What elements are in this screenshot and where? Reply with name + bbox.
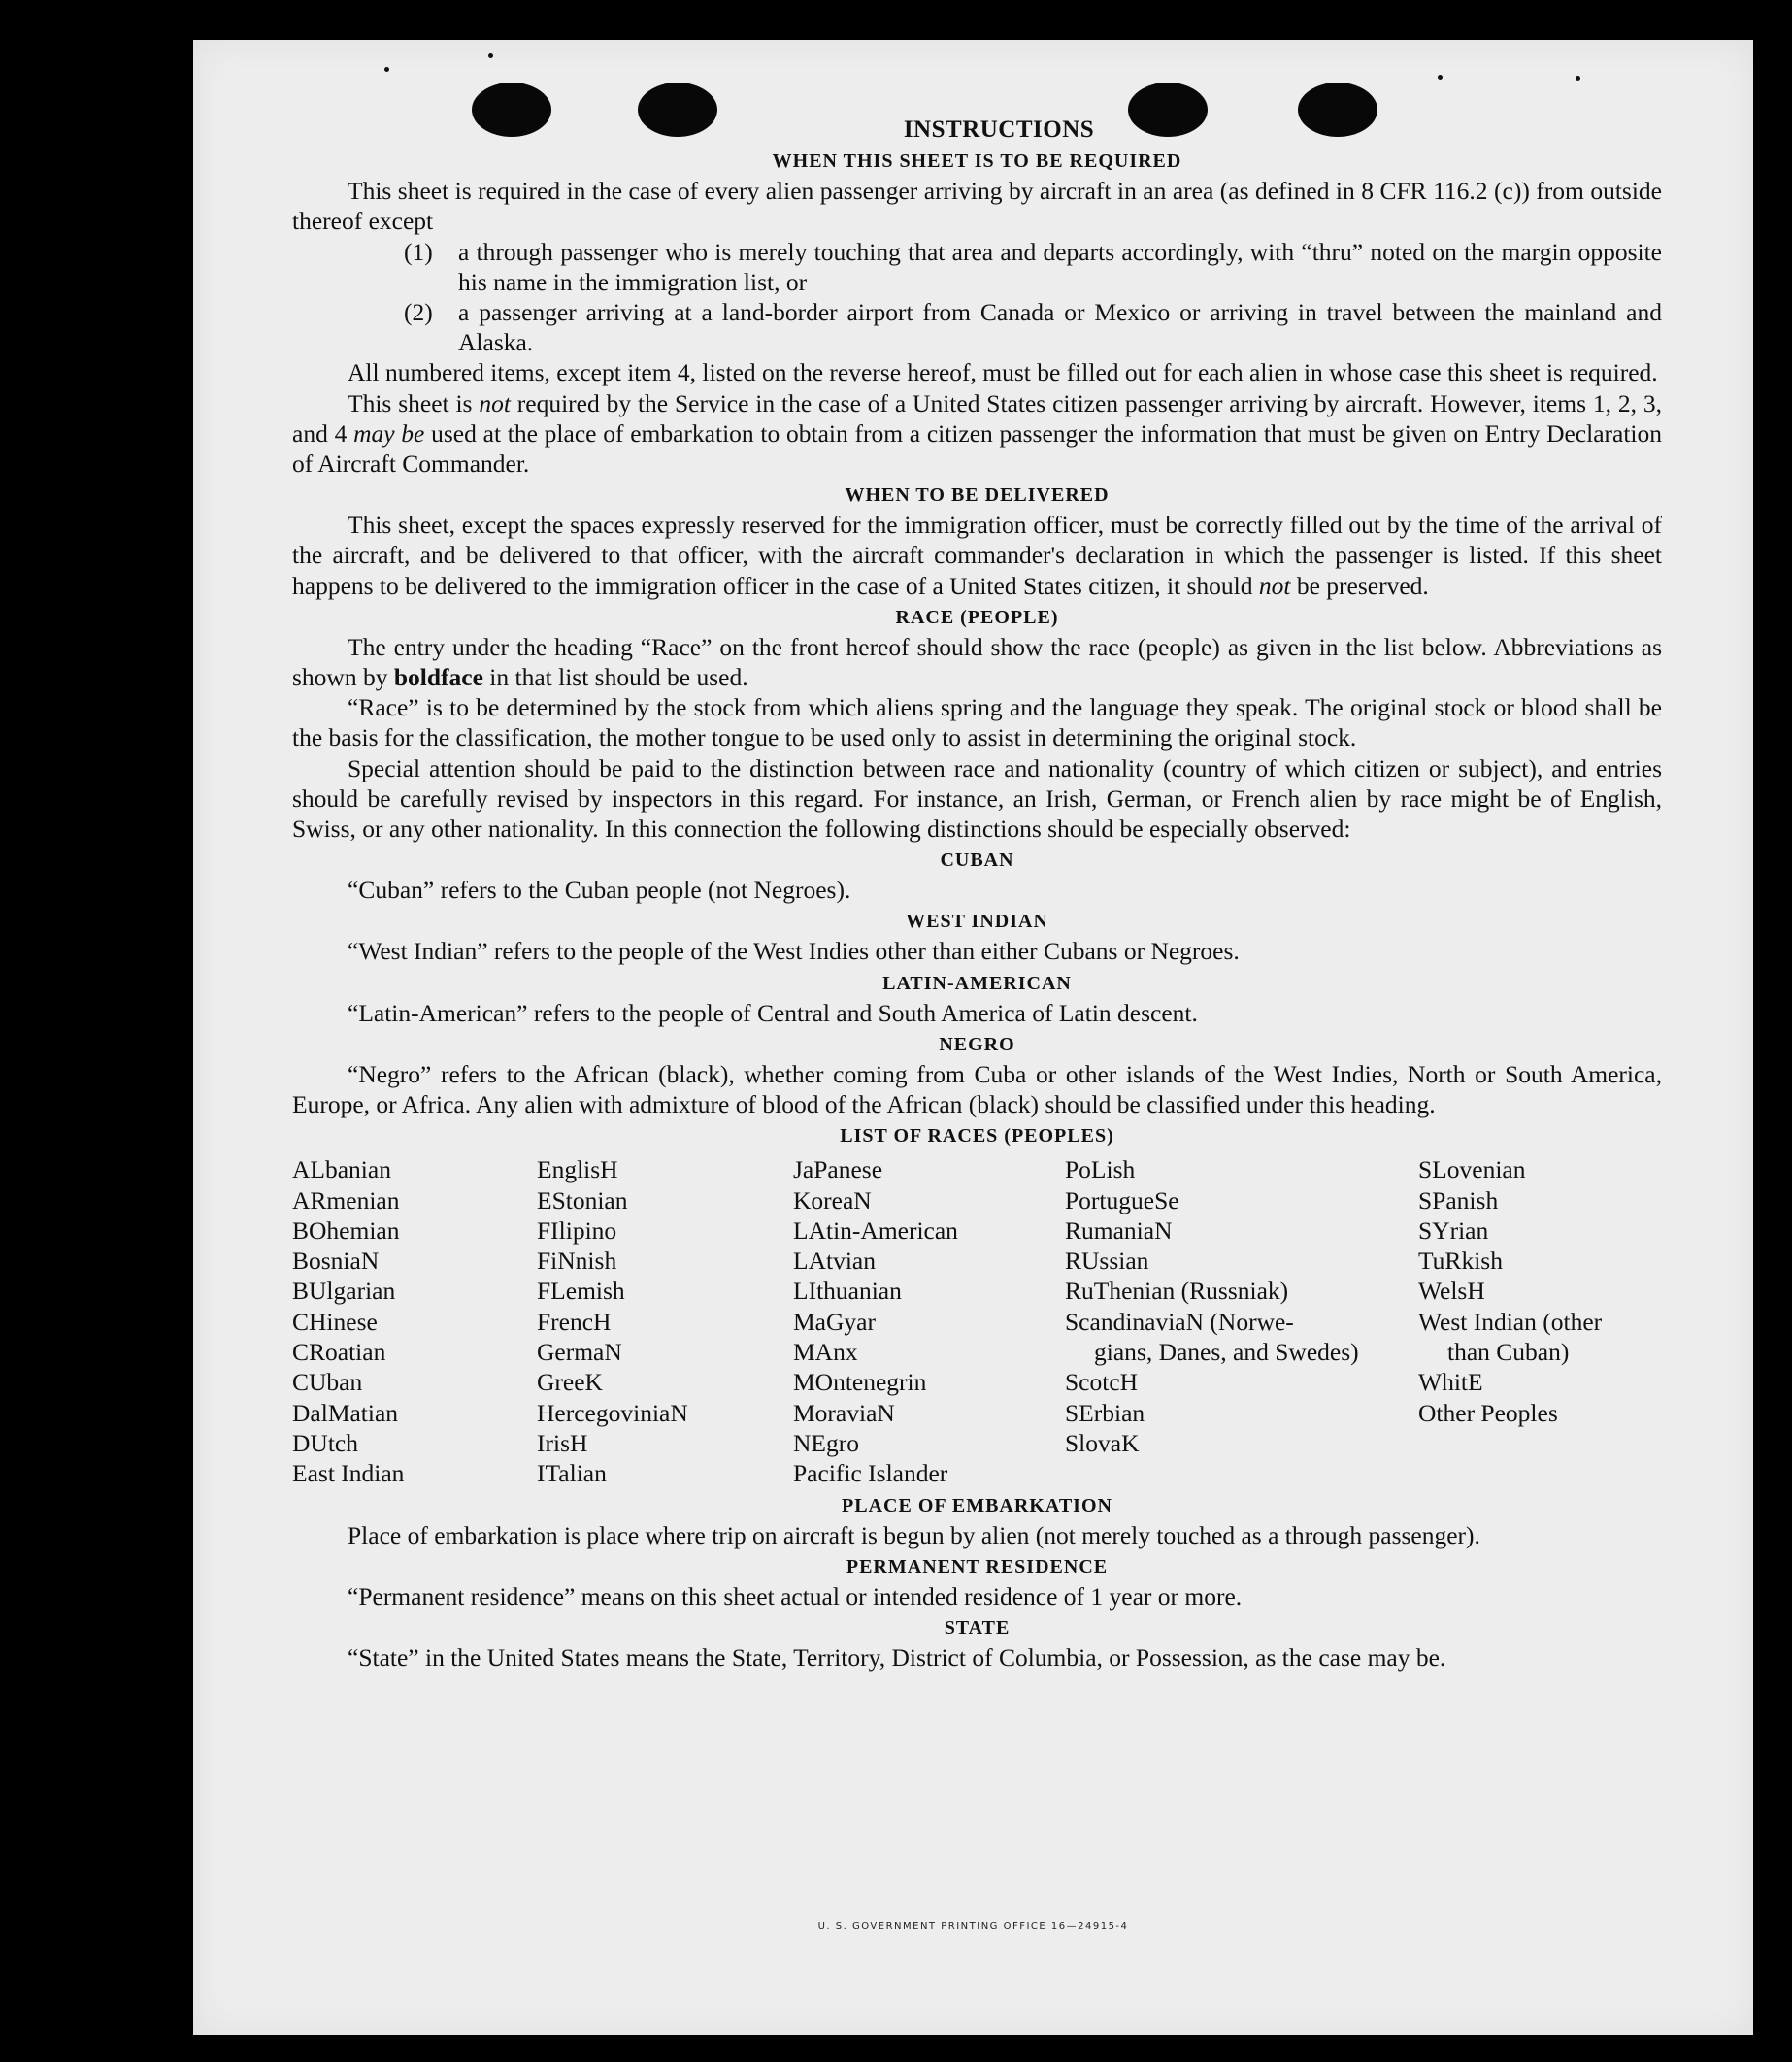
paragraph: “Permanent residence” means on this sheet actual or intended residence of 1 year or more. <box>348 1581 1243 1611</box>
races-column-1 <box>292 1154 537 1488</box>
paragraph: This sheet is required in the case of every alien passenger arriving by aircraft in an area (as defined in 8 CFR 116.2 (c)) from outside thereof except <box>292 177 1662 236</box>
paragraph: “State” in the United States means the State, Territory, District of Columbia, or Possession, as the case may be. <box>348 1643 1446 1672</box>
paragraph: “Race” is to be determined by the stock from which aliens spring and the language they speak. The original stock or blood shall be the basis for the classification, the mother tongue to be used only to assist in determining the original stock. <box>292 693 1662 752</box>
document-page <box>193 40 1753 2035</box>
race-entry: ALbanian <box>292 1155 391 1184</box>
race-entry: Other Peoples <box>1418 1398 1558 1427</box>
races-list <box>292 1154 1662 1488</box>
speck <box>1438 75 1443 80</box>
race-entry: KoreaN <box>793 1185 872 1214</box>
race-entry: LIthuanian <box>793 1277 902 1306</box>
race-entry: LAtvian <box>793 1247 876 1276</box>
list-number: (1) <box>404 237 433 266</box>
race-entry: FIlipino <box>537 1215 617 1245</box>
section-heading-west-indian: WEST INDIAN <box>906 911 1048 933</box>
race-entry: GermaN <box>537 1338 622 1367</box>
race-entry: RuThenian (Russniak) <box>1065 1277 1289 1306</box>
instructions-body <box>292 115 1662 1673</box>
races-column-5 <box>1418 1154 1662 1488</box>
race-entry: LAtin-American <box>793 1215 958 1245</box>
paragraph: All numbered items, except item 4, listed on the reverse hereof, must be filled out for each alien in whose case this sheet is required. <box>348 358 1658 387</box>
race-entry: MOntenegrin <box>793 1368 927 1397</box>
paragraph: “Latin-American” refers to the people of Central and South America of Latin descent. <box>348 998 1198 1027</box>
list-text: a through passenger who is merely touching that area and departs accordingly, with “thru” noted on the margin opposite his name in the immigration list, or <box>458 237 1662 296</box>
section-heading-races-list: LIST OF RACES (PEOPLES) <box>840 1125 1114 1147</box>
race-entry: PortugueSe <box>1065 1185 1179 1214</box>
speck <box>488 53 493 58</box>
race-entry-continued: than Cuban) <box>1447 1338 1570 1367</box>
race-entry: GreeK <box>537 1368 603 1397</box>
race-entry: East Indian <box>292 1459 405 1488</box>
printer-imprint: U. S. GOVERNMENT PRINTING OFFICE 16—24915-4 <box>817 1921 1129 1932</box>
race-entry: ITalian <box>537 1459 607 1488</box>
race-entry: MAnx <box>793 1338 858 1367</box>
race-entry: EStonian <box>537 1185 628 1214</box>
section-heading-delivered: WHEN TO BE DELIVERED <box>845 484 1110 507</box>
list-number: (2) <box>404 298 433 327</box>
text-run: The entry under the heading “Race” on the front hereof should show the race (people) as given in the list below. Abbreviations as shown by <box>292 632 1662 692</box>
race-entry: DUtch <box>292 1428 358 1457</box>
race-entry: SlovaK <box>1065 1428 1140 1457</box>
section-heading-negro: NEGRO <box>939 1033 1015 1055</box>
race-entry: NEgro <box>793 1428 859 1457</box>
speck <box>1576 76 1580 81</box>
paragraph: “West Indian” refers to the people of the West Indies other than either Cubans or Negroes. <box>348 937 1240 966</box>
emphasis: may be <box>353 418 425 448</box>
race-entry: CHinese <box>292 1307 378 1336</box>
race-entry: EnglisH <box>537 1155 618 1184</box>
race-entry: BosniaN <box>292 1247 380 1276</box>
race-entry: MoraviaN <box>793 1398 895 1427</box>
section-heading-race: RACE (PEOPLE) <box>895 606 1059 628</box>
text-run: This sheet is <box>348 388 480 417</box>
section-heading-residence: PERMANENT RESIDENCE <box>846 1555 1109 1578</box>
race-entry: Pacific Islander <box>793 1459 948 1488</box>
race-entry: FiNnish <box>537 1247 617 1276</box>
race-entry: BUlgarian <box>292 1277 396 1306</box>
section-heading-embarkation: PLACE OF EMBARKATION <box>842 1494 1112 1516</box>
race-entry: IrisH <box>537 1428 588 1457</box>
race-entry: SErbian <box>1065 1398 1145 1427</box>
text-run: This sheet, except the spaces expressly reserved for the immigration officer, must be correctly filled out by the time of the arrival of the aircraft, and be delivered to that officer, with the aircraft commander's declaration in which the passenger is listed. If this sheet happens to be delivered to the immigration officer in the case of a United States citizen, it should <box>292 511 1662 600</box>
list-item <box>404 237 1662 297</box>
race-entry: CUban <box>292 1368 363 1397</box>
race-entry: SLovenian <box>1418 1155 1526 1184</box>
race-entry: FLemish <box>537 1277 625 1306</box>
race-entry: FrencH <box>537 1307 612 1336</box>
paragraph: Special attention should be paid to the distinction between race and nationality (country of which citizen or subject), and entries should be carefully revised by inspectors in this regard. For instance, an Irish, German, or French alien by race might be of English, Swiss, or any other nationality. In this connection the following distinctions should be especially observed: <box>292 753 1662 844</box>
race-entry: BOhemian <box>292 1215 400 1245</box>
paragraph <box>292 388 1662 480</box>
race-entry: SYrian <box>1418 1215 1489 1245</box>
speck <box>384 67 389 72</box>
paragraph: Place of embarkation is place where trip on aircraft is begun by alien (not merely touched as a through passenger). <box>348 1520 1480 1549</box>
text-run: be preserved. <box>1290 571 1429 600</box>
race-entry: HercegoviniaN <box>537 1398 688 1427</box>
section-heading-latin-american: LATIN-AMERICAN <box>882 972 1072 994</box>
race-entry: SPanish <box>1418 1185 1499 1214</box>
race-entry: WelsH <box>1418 1277 1485 1306</box>
paragraph: “Cuban” refers to the Cuban people (not Negroes). <box>348 876 851 905</box>
races-column-3 <box>793 1154 1065 1488</box>
race-entry: MaGyar <box>793 1307 876 1336</box>
section-heading-required: WHEN THIS SHEET IS TO BE REQUIRED <box>772 150 1182 173</box>
paragraph <box>292 632 1662 692</box>
race-entry: ScotcH <box>1065 1368 1139 1397</box>
race-entry: RumaniaN <box>1065 1215 1173 1245</box>
paragraph <box>292 510 1662 601</box>
emphasis: not <box>479 388 511 417</box>
race-entry: West Indian (other <box>1418 1307 1603 1336</box>
races-column-4 <box>1065 1154 1418 1488</box>
race-entry: PoLish <box>1065 1155 1136 1184</box>
list-item <box>404 297 1662 357</box>
bold-text: boldface <box>393 663 483 692</box>
emphasis: not <box>1258 571 1291 600</box>
text-run: in that list should be used. <box>482 663 748 692</box>
race-entry-continued: gians, Danes, and Swedes) <box>1094 1338 1359 1367</box>
section-heading-cuban: CUBAN <box>940 849 1014 872</box>
page-title: INSTRUCTIONS <box>903 116 1095 143</box>
text-run: required by the Service in the case of a United States citizen passenger arriving by aircraft. However, items 1, 2, 3, and 4 <box>292 388 1662 448</box>
races-column-2 <box>537 1154 793 1488</box>
race-entry: DalMatian <box>292 1398 399 1427</box>
text-run: used at the place of embarkation to obtain from a citizen passenger the information that must be given on Entry Declaration of Aircraft Commander. <box>292 418 1663 479</box>
list-text: a passenger arriving at a land-border airport from Canada or Mexico or arriving in travel between the mainland and Alaska. <box>458 298 1662 357</box>
race-entry: WhitE <box>1418 1368 1483 1397</box>
race-entry: ScandinaviaN (Norwe- <box>1065 1307 1294 1336</box>
race-entry: JaPanese <box>793 1155 883 1184</box>
race-entry: ARmenian <box>292 1185 400 1214</box>
race-entry: TuRkish <box>1418 1247 1503 1276</box>
section-heading-state: STATE <box>944 1616 1011 1639</box>
paragraph: “Negro” refers to the African (black), whether coming from Cuba or other islands of the West Indies, North or South America, Europe, or Africa. Any alien with admixture of blood of the African (black) should be classified under this heading. <box>292 1059 1662 1119</box>
race-entry: CRoatian <box>292 1338 386 1367</box>
race-entry: RUssian <box>1065 1247 1149 1276</box>
